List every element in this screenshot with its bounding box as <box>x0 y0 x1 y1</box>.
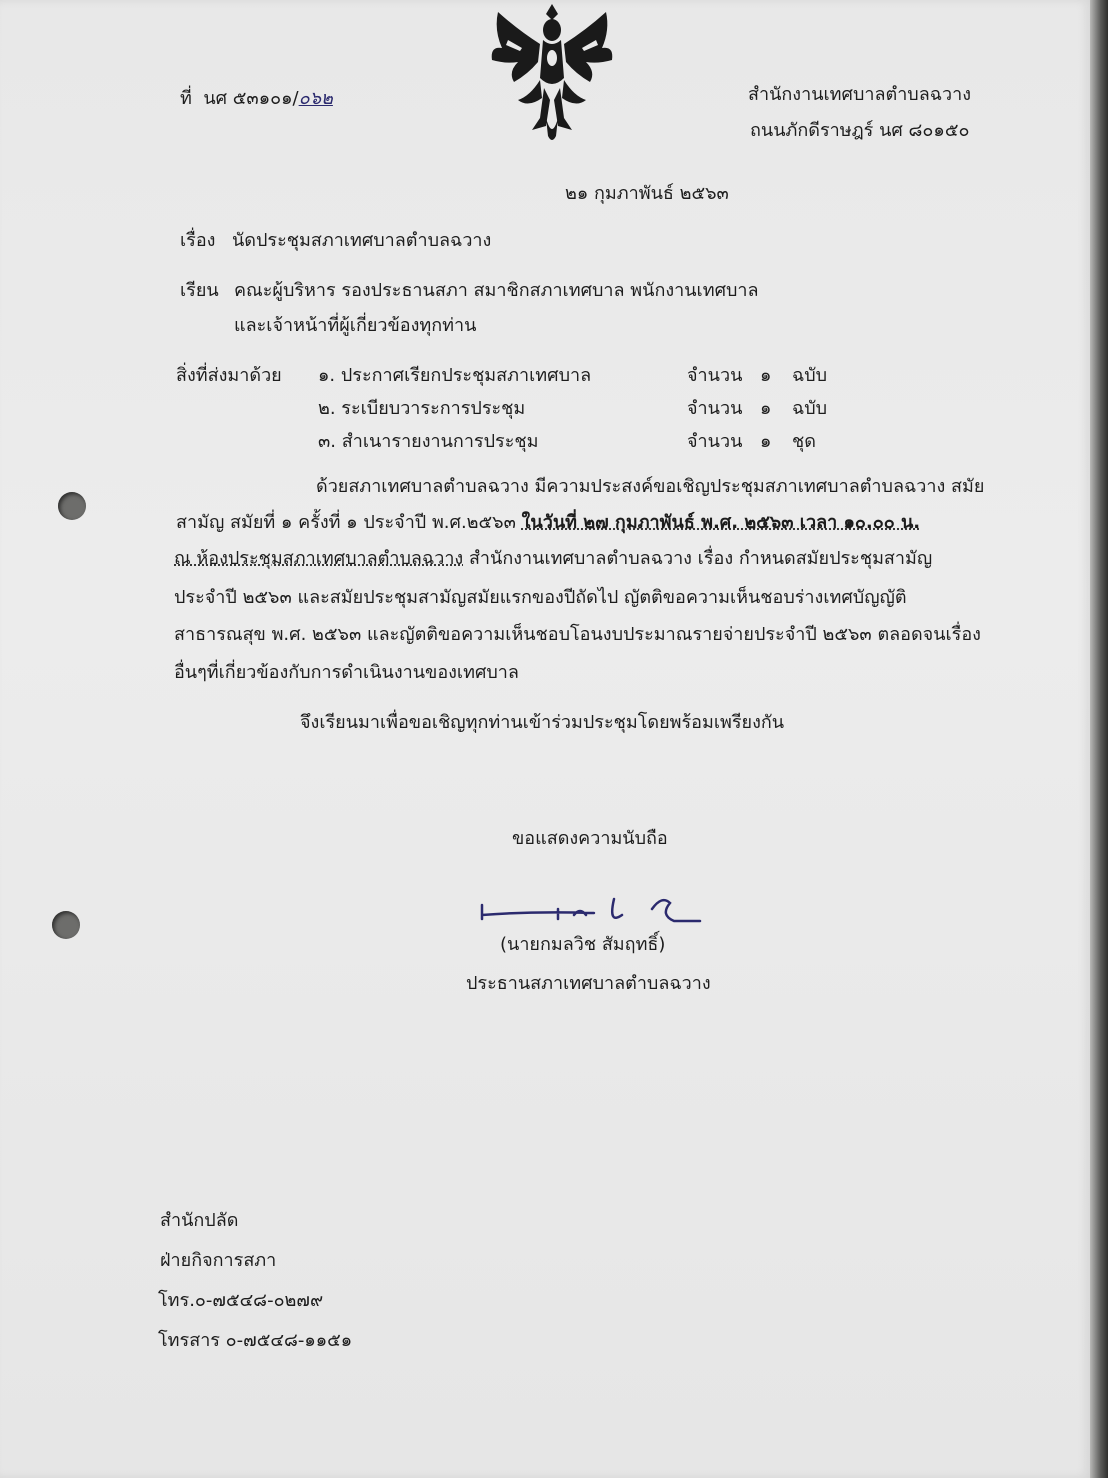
footer-department: สำนักปลัด <box>160 1210 239 1231</box>
office-address: ถนนภักดีราษฎร์ นศ ๘๐๑๕๐ <box>750 120 970 141</box>
reference-code: นศ ๕๓๑๐๑/ <box>203 88 299 109</box>
regards: ขอแสดงความนับถือ <box>512 828 668 849</box>
enclosure-qty-label: จำนวน <box>687 398 743 419</box>
enclosure-qty-label: จำนวน <box>687 431 743 452</box>
body-text: สามัญ สมัยที่ ๑ ครั้งที่ ๑ ประจำปี พ.ศ.๒๕๖๓ <box>176 512 522 533</box>
body-line: อื่นๆที่เกี่ยวข้องกับการดำเนินงานของเทศบาล <box>174 662 519 683</box>
enclosure-item-text: ๓. สำเนารายงานการประชุม <box>318 431 539 452</box>
closing-paragraph: จึงเรียนมาเพื่อขอเชิญทุกท่านเข้าร่วมประชุมโดยพร้อมเพรียงกัน <box>300 712 785 733</box>
meeting-venue: ณ ห้องประชุมสภาเทศบาลตำบลฉวาง <box>174 548 464 569</box>
reference-label: ที่ <box>180 88 192 109</box>
punch-hole <box>58 492 86 520</box>
body-text: สำนักงานเทศบาลตำบลฉวาง เรื่อง กำหนดสมัยประชุมสามัญ <box>463 548 933 569</box>
handwritten-reference: ๐๖๒ <box>298 88 333 109</box>
office-name: สำนักงานเทศบาลตำบลฉวาง <box>748 84 972 105</box>
enclosures-label: สิ่งที่ส่งมาด้วย <box>176 365 282 386</box>
subject-label: เรื่อง <box>180 230 216 251</box>
recipient-line-1: คณะผู้บริหาร รองประธานสภา สมาชิกสภาเทศบาล พนักงานเทศบาล <box>234 280 759 301</box>
enclosure-unit: ฉบับ <box>792 365 828 386</box>
body-line: ประจำปี ๒๕๖๓ และสมัยประชุมสามัญสมัยแรกของปีถัดไป ญัตติขอความเห็นชอบร่างเทศบัญญัติ <box>174 587 907 608</box>
recipient-line-2: และเจ้าหน้าที่ผู้เกี่ยวข้องทุกท่าน <box>234 315 477 336</box>
body-line <box>174 546 932 572</box>
footer-fax: โทรสาร ๐-๗๕๔๘-๑๑๕๑ <box>158 1330 353 1351</box>
enclosure-unit: ชุด <box>792 431 816 452</box>
enclosure-item-text: ๑. ประกาศเรียกประชุมสภาเทศบาล <box>318 365 592 386</box>
punch-hole <box>52 911 80 939</box>
letter-date: ๒๑ กุมภาพันธ์ ๒๕๖๓ <box>565 183 729 204</box>
signatory-name: (นายกมลวิช สัมฤทธิ์) <box>500 934 666 955</box>
footer-phone: โทร.๐-๗๕๔๘-๐๒๗๙ <box>158 1290 324 1311</box>
enclosure-qty: ๑ <box>760 398 772 419</box>
enclosure-unit: ฉบับ <box>792 398 828 419</box>
body-line: ด้วยสภาเทศบาลตำบลฉวาง มีความประสงค์ขอเชิญประชุมสภาเทศบาลตำบลฉวาง สมัย <box>316 476 985 497</box>
body-line <box>176 510 920 536</box>
meeting-datetime: ในวันที่ ๒๗ กุมภาพันธ์ พ.ศ. ๒๕๖๓ เวลา ๑๐.๐๐ น. <box>521 512 921 533</box>
recipient-label: เรียน <box>180 280 219 301</box>
desk-background <box>1090 0 1108 1478</box>
reference-number <box>180 86 333 112</box>
body-line: สาธารณสุข พ.ศ. ๒๕๖๓ และญัตติขอความเห็นชอบโอนงบประมาณรายจ่ายประจำปี ๒๕๖๓ ตลอดจนเรื่อง <box>174 624 981 645</box>
subject-text: นัดประชุมสภาเทศบาลตำบลฉวาง <box>232 230 492 251</box>
footer-section: ฝ่ายกิจการสภา <box>160 1250 277 1271</box>
enclosure-item-text: ๒. ระเบียบวาระการประชุม <box>318 398 526 419</box>
garuda-emblem-icon <box>488 0 616 145</box>
signature-image <box>474 885 704 935</box>
enclosure-qty: ๑ <box>760 365 772 386</box>
enclosure-qty-label: จำนวน <box>687 365 743 386</box>
signatory-position: ประธานสภาเทศบาลตำบลฉวาง <box>466 973 711 994</box>
enclosure-qty: ๑ <box>760 431 772 452</box>
